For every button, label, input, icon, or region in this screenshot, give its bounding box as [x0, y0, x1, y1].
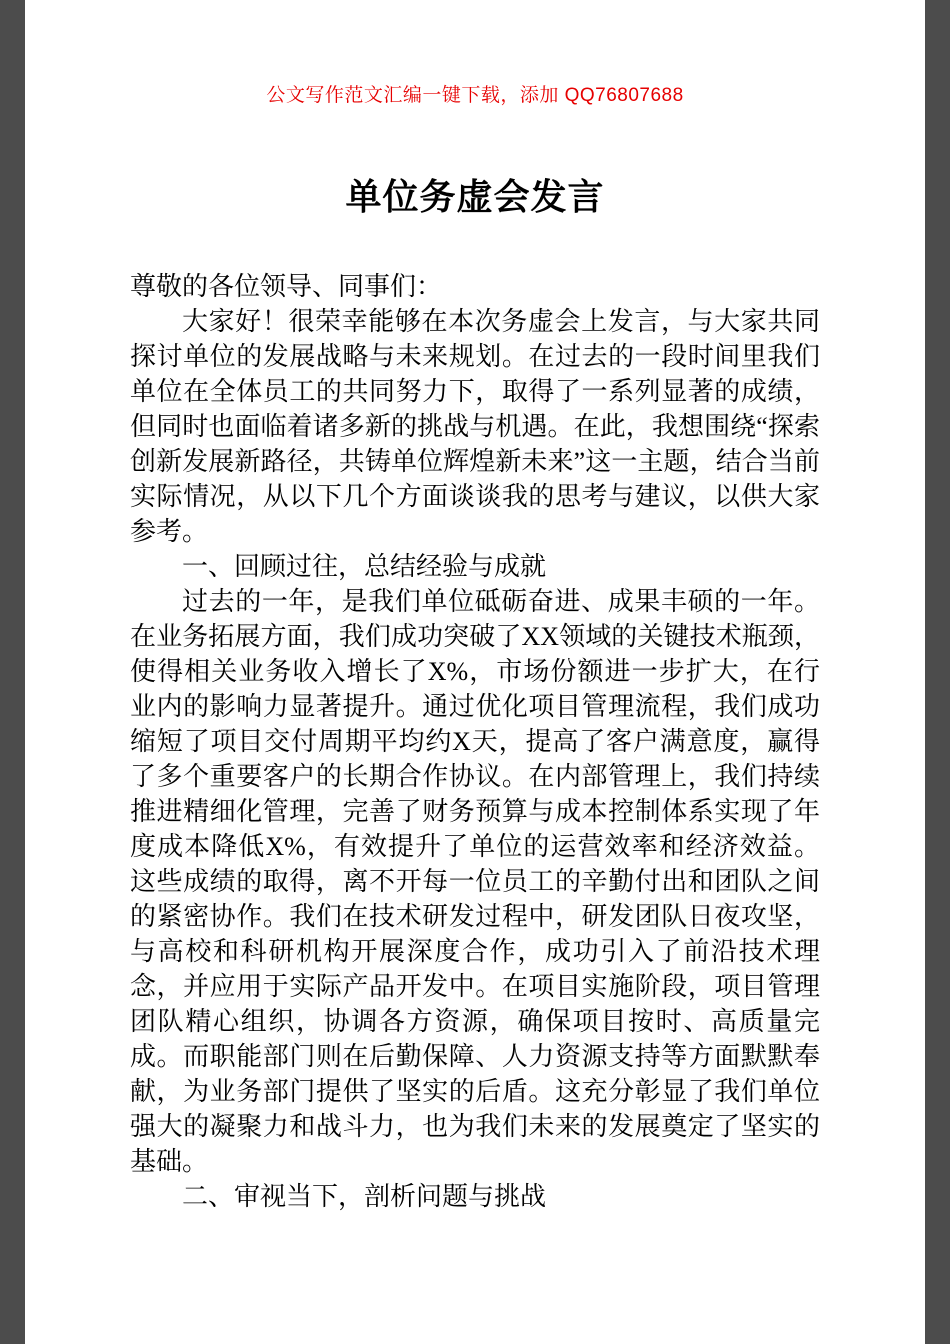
section-heading-1: 一、回顾过往，总结经验与成就 [182, 552, 547, 581]
body-paragraph-1: 大家好！很荣幸能够在本次务虚会上发言，与大家共同探讨单位的发展战略与未来规划。在过去的一段时间里我们单位在全体员工的共同努力下，取得了一系列显著的成绩，但同时也面临着诸多新的挑战与机遇。在此，我想围绕“探索创新发展新路径，共铸单位辉煌新未来”这一主题，结合当前实际情况，从以下几个方面谈谈我的思考与建议，以供大家参考。 [130, 307, 820, 546]
page-title: 单位务虚会发言 [345, 176, 605, 217]
document-body [130, 269, 820, 1214]
section-heading-2: 二、审视当下，剖析问题与挑战 [182, 1182, 547, 1211]
body-paragraph-2: 过去的一年，是我们单位砥砺奋进、成果丰硕的一年。在业务拓展方面，我们成功突破了XX领域的关键技术瓶颈，使得相关业务收入增长了X%，市场份额进一步扩大，在行业内的影响力显著提升。通过优化项目管理流程，我们成功缩短了项目交付周期平均约X天，提高了客户满意度，赢得了多个重要客户的长期合作协议。在内部管理上，我们持续推进精细化管理，完善了财务预算与成本控制体系实现了年度成本降低X%，有效提升了单位的运营效率和经济效益。这些成绩的取得，离不开每一位员工的辛勤付出和团队之间的紧密协作。我们在技术研发过程中，研发团队日夜攻坚，与高校和科研机构开展深度合作，成功引入了前沿技术理念，并应用于实际产品开发中。在项目实施阶段，项目管理团队精心组织，协调各方资源，确保项目按时、高质量完成。而职能部门则在后勤保障、人力资源支持等方面默默奉献，为业务部门提供了坚实的后盾。这充分彰显了我们单位强大的凝聚力和战斗力，也为我们未来的发展奠定了坚实的基础。 [130, 587, 820, 1176]
header-notice: 公文写作范文汇编一键下载，添加 QQ76807688 [266, 85, 684, 106]
document-page [25, 0, 925, 1344]
salutation-paragraph: 尊敬的各位领导、同事们： [130, 272, 443, 301]
